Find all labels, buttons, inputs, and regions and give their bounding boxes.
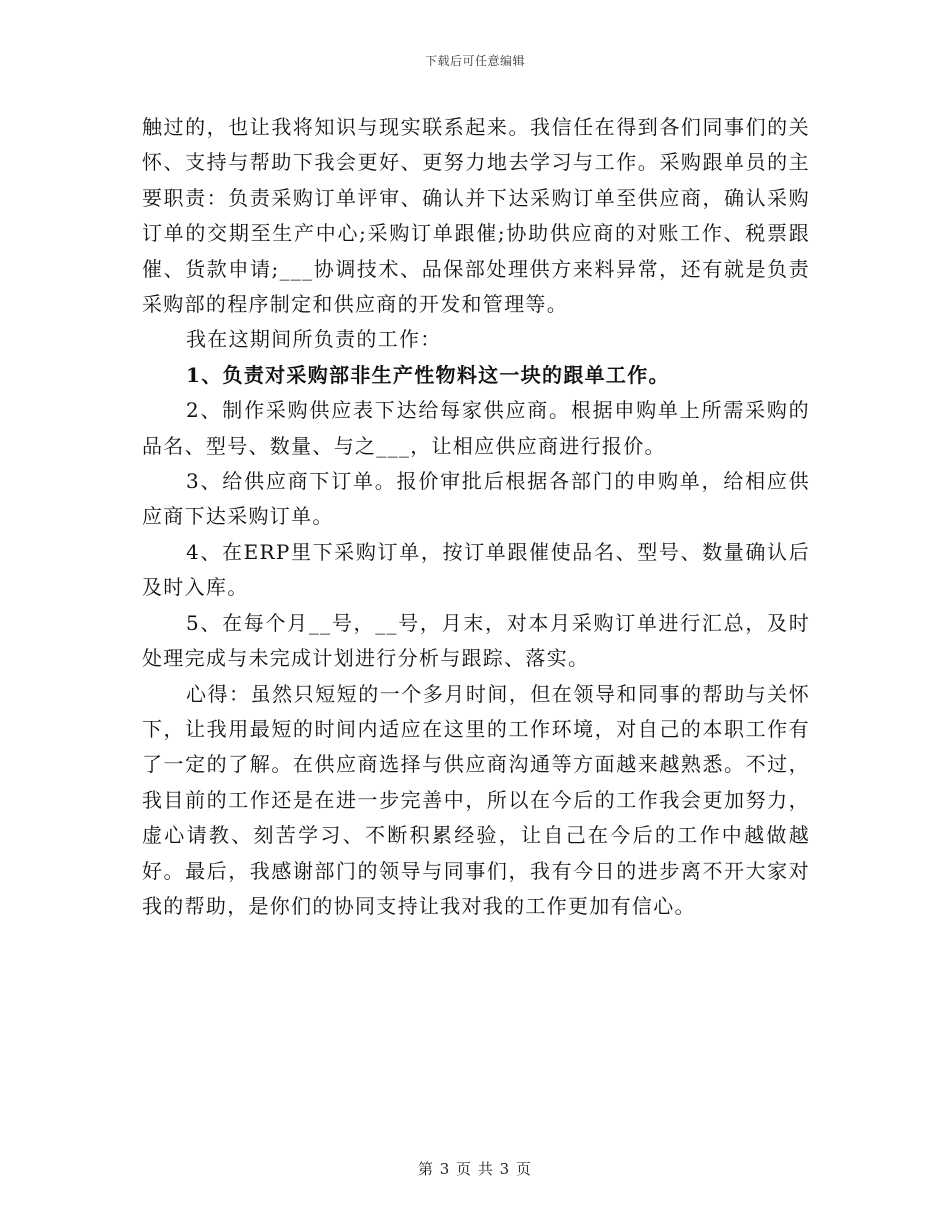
document-body <box>142 110 810 924</box>
body-paragraph: 我在这期间所负责的工作： <box>186 327 442 352</box>
list-item: 3、给供应商下订单。报价审批后根据各部门的申购单，给相应供应商下达采购订单。 <box>142 469 810 529</box>
list-item: 2、制作采购供应表下达给每家供应商。根据申购单上所需采购的品名、型号、数量、与之___，让相应供应商进行报价。 <box>142 398 810 458</box>
body-paragraph: 触过的，也让我将知识与现实联系起来。我信任在得到各们同事们的关怀、支持与帮助下我会更好、更努力地去学习与工作。采购跟单员的主要职责：负责采购订单评审、确认并下达采购订单至供应商，确认采购订单的交期至生产中心;采购订单跟催;协助供应商的对账工作、税票跟催、货款申请;___协调技术、品保部处理供方来料异常，还有就是负责采购部的程序制定和供应商的开发和管理等。 <box>142 115 810 317</box>
list-item: 1、负责对采购部非生产性物料这一块的跟单工作。 <box>186 362 670 387</box>
body-paragraph: 心得：虽然只短短的一个多月时间，但在领导和同事的帮助与关怀下，让我用最短的时间内适应在这里的工作环境，对自己的本职工作有了一定的了解。在供应商选择与供应商沟通等方面越来越熟悉。不过，我目前的工作还是在进一步完善中，所以在今后的工作我会更加努力，虚心请教、刻苦学习、不断积累经验，让自己在今后的工作中越做越好。最后，我感谢部门的领导与同事们，我有今日的进步离不开大家对我的帮助，是你们的协同支持让我对我的工作更加有信心。 <box>142 681 810 918</box>
page-header: 下载后可任意编辑 <box>424 54 525 68</box>
list-item: 4、在ERP里下采购订单，按订单跟催使品名、型号、数量确认后及时入库。 <box>142 539 810 600</box>
list-item: 5、在每个月__号，__号，月末，对本月采购订单进行汇总，及时处理完成与未完成计划进行分析与跟踪、落实。 <box>142 610 810 671</box>
page-number: 第 3 页 共 3 页 <box>418 1160 532 1178</box>
